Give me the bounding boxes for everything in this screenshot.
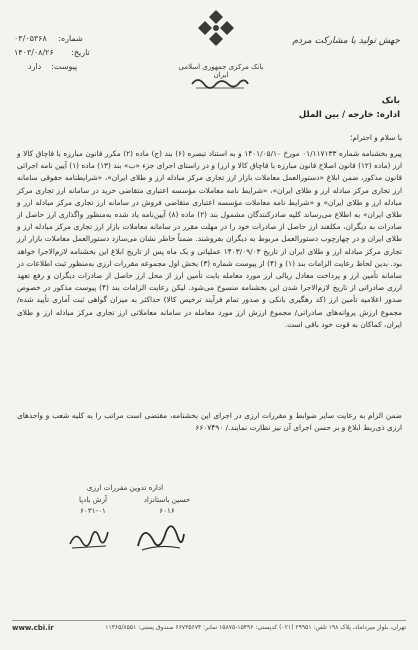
signature-dept: اداره تدوین مقررات ارزی: [86, 483, 164, 492]
bank-name: بانک مرکزی جمهوری اسلامی ایران: [178, 63, 264, 79]
letter-attachment: دارد: [28, 62, 42, 71]
signature-right-scribble: [132, 516, 188, 556]
addressee-office: اداره: خارجه / بین الملل: [298, 110, 400, 120]
signature-right-block: [122, 494, 212, 516]
body-paragraph-1: پیرو بخشنامه شماره ۰۱/۱۱۷۱۳۳ مورخ ۱۴۰۱/۰۵/۱۰ و به استناد تبصره (۶) بند (ج) ماده (۲) مکرر قانون مبارزه با قاچاق کالا و ارز (ماده (۱۲) قانون اصلاح قانون مبارزه با قاچاق کالا و ارز) و در راستای اجرای جزء «ب» بند (۱۳) ماده (۱) آیین نامه اجرائی قانون مذکور، ضمن ابلاغ «دستورالعمل معاملات بازار ارز تجاری مرکز مبادله ارز و طلای ایران»، «شرایطنامه حقوقی سامانه ارز تجاری مرکز مبادله ارز و طلای ایران»، «شرایط نامه معاملات مؤسسه اعتباری متقاضی خرید در سامانه ارز تجاری مرکز مبادله ارز و طلای ایران» و «شرایط نامه معاملات مؤسسه اعتباری متقاضی فروش در سامانه ارز تجاری مرکز مبادله ارز و طلای ایران» به اطلاع می‌رساند کلیه صادرکنندگان مشمول بند (۲) ماده (۸) آیین‌نامه یاد شده به‌منظور واگذاری ارز حاصل از صادرات به دیگران، مکلفند ارز حاصل از صادرات خود را در مهلت مقرر در سامانه معاملات بازار ارز تجاری مرکز مبادله ارز و طلای ایران و در چهارچوب دستورالعمل مربوط به دیگران بفروشند. ضمناً خاطر نشان می‌سازد دستورالعمل معاملات بازار ارز تجاری مرکز مبادله ارز و طلای ایران از تاریخ ۱۴۰۳/۰۹/۰۳ عملیاتی و یک ماه پس از تاریخ ابلاغ این بخشنامه لازم‌الاجرا خواهد بود. بدین لحاظ رعایت الزامات بند (۱) و (۴) از پیوست شماره (۳) بخش اول مجموعه مقررات ارزی به‌منظور ثبت اطلاعات در سامانه تأمین ارز و پرداخت معادل ریالی ارز مورد معامله بابت تأمین ارز از محل ارز حاصل از صادرات دیگران و رفع تعهد ارزی صادراتی از تاریخ لازم‌الاجرا شدن این بخشنامه منسوخ می‌شود. لیکن رعایت الزامات بند (۴) پیوست مذکور در خصوص صدور اعلامیه تأمین ارز (کد رهگیری بانکی و صدور تمام فرآیند ترخیص کالا) حداکثر به میزان گواهی ثبت آماری تأیید شده/ مجموع ارزش پروانه‌های صادراتی/ مجموع ارزش ارز مورد معامله در سامانه معاملاتی ارز تجاری مرکز مبادله ارز و طلای ایران، کماکان به قوت خود باقی است.: [17, 149, 403, 329]
signature-right-name: حسین باستانزاد: [143, 495, 191, 504]
letter-date: ۱۴۰۳/۰۸/۲۶: [14, 48, 54, 57]
bank-calligraphy-logo: [188, 72, 252, 92]
signature-left-block: [58, 494, 128, 516]
footer-address: تهران، بلوار میرداماد، پلاک ۱۹۸ تلفن: ۲۹۹۵۱ (۰۲۱) کدپستی: ۱۵۴۹۶-۱۵۸۷۵ نمابر: ۶۶۷۳۵۶۷۴ صندوق پستی: ۱۱۳۶۵/۸۵۵۱: [105, 624, 406, 631]
footer-divider: [12, 620, 406, 621]
footer: [12, 624, 406, 632]
letter-number-label: شماره:: [58, 34, 83, 43]
letter-date-label: تاریخ:: [71, 48, 90, 57]
greeting: با سلام و احترام؛: [349, 133, 402, 142]
body-paragraph-2: ضمن الزام به رعایت سایر ضوابط و مقررات ارزی در اجرای این بخشنامه، مقتضی است مراتب را به کلیه شعب و واحدهای ارزی ذی‌ربط ابلاغ و بر حسن اجرای آن نیز نظارت نمایند./ ۶۶۰۷۴۹۰: [17, 411, 402, 433]
letter-number: ۰۳/۰۵۳۶۸: [14, 34, 47, 43]
signature-left-scribble: [66, 522, 112, 554]
header-slogan: جهش تولید با مشارکت مردم: [292, 36, 400, 46]
signature-right-code: ۶۰۱۶: [159, 506, 175, 515]
letter-meta: [14, 32, 90, 74]
signature-left-name: آرش بادپا: [78, 495, 108, 504]
footer-website[interactable]: www.cbi.ir: [12, 624, 54, 632]
central-bank-logo-icon: [196, 8, 236, 48]
letter-attachment-label: پیوست:: [51, 62, 78, 71]
addressee-bank: بانک: [381, 96, 400, 106]
signature-left-code: ۶۰۳۱-۰۱: [80, 506, 106, 515]
